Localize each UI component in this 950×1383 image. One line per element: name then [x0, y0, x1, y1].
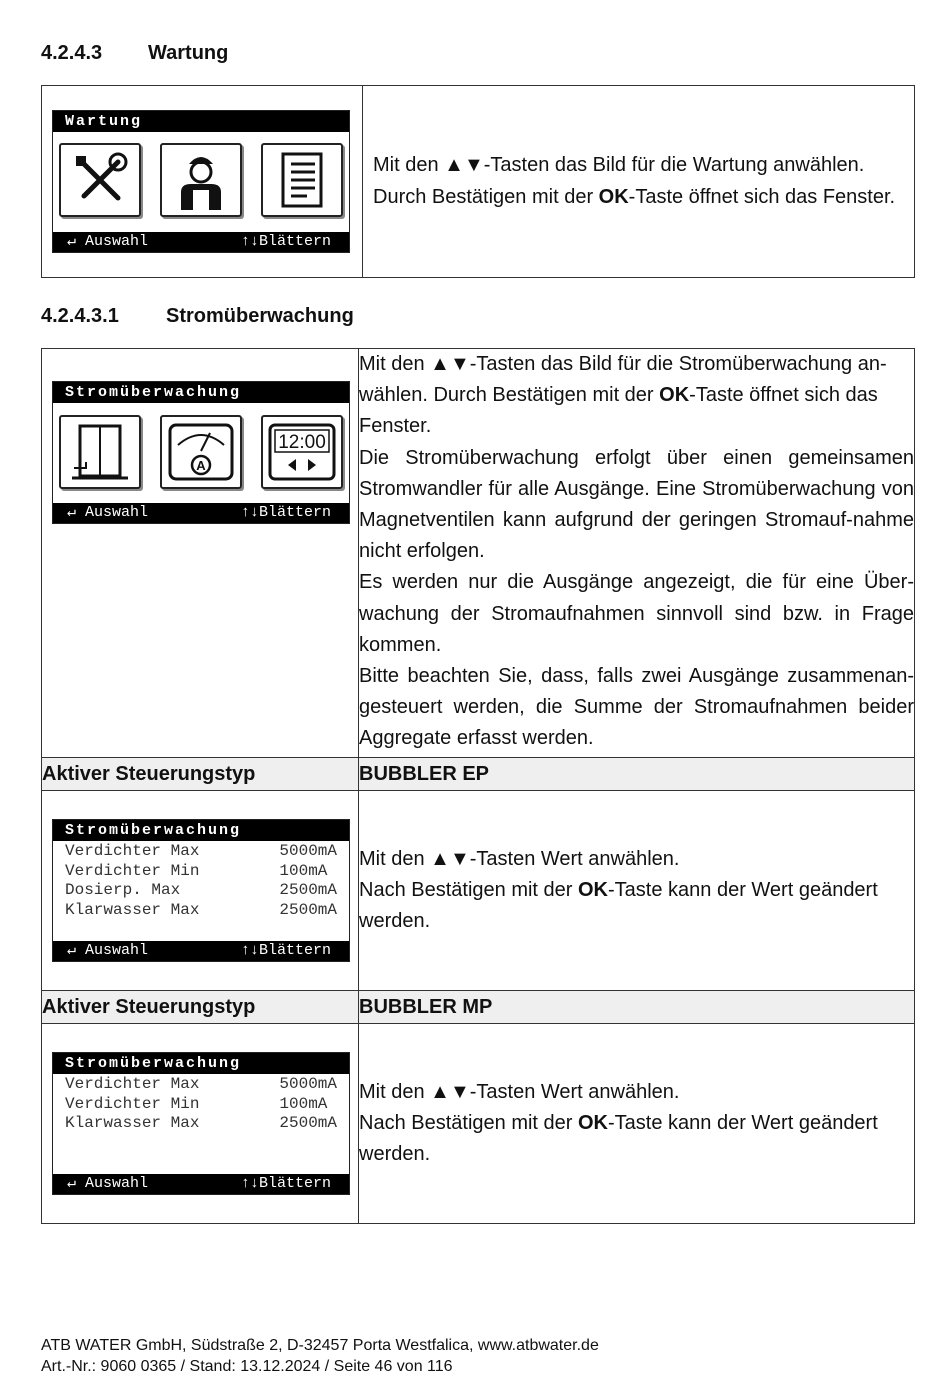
lcd-row: Verdichter Min 100mA: [65, 861, 337, 880]
ep-line-2: Nach Bestätigen mit der OK-Taste kann der Wert geändert: [359, 878, 878, 901]
section-number: 4.2.4.3.1: [41, 305, 119, 327]
strom-paragraph-3: Es werden nur die Ausgänge angezeigt, die für eine Über-wachung der Stromaufnahmen sinnvoll sind bzw. in Frage kommen.: [359, 571, 914, 656]
footer-address: ATB WATER GmbH, Südstraße 2, D-32457 Porta Westfalica, www.atbwater.de: [41, 1337, 599, 1354]
mp-label: Aktiver Steuerungstyp: [42, 991, 359, 1024]
strom-line-2: wählen. Durch Bestätigen mit der OK-Taste öffnet sich das: [359, 384, 878, 407]
wartung-line-1: Mit den ▲▼-Tasten das Bild für die Wartung anwählen.: [373, 154, 865, 177]
lcd-footer: [53, 503, 349, 523]
footer-left: ↵ Auswahl: [67, 942, 149, 959]
wartung-line-2: Durch Bestätigen mit der OK-Taste öffnet sich das Fenster.: [373, 185, 896, 208]
ep-label: Aktiver Steuerungstyp: [42, 758, 359, 791]
strom-line-1: Mit den ▲▼-Tasten das Bild für die Stromüberwachung an-: [359, 353, 887, 375]
lcd-mp: [52, 1052, 350, 1195]
lcd-title: Stromüberwachung: [53, 820, 349, 841]
document-icon: [261, 143, 343, 217]
ep-line-1: Mit den ▲▼-Tasten Wert anwählen.: [359, 847, 680, 870]
door-icon: [59, 415, 141, 489]
clock-icon: [261, 415, 343, 489]
section-heading-wartung: [41, 42, 228, 65]
section-title: Wartung: [148, 42, 229, 64]
footer-right: ↑↓Blättern: [240, 233, 331, 250]
page-footer: [41, 1335, 599, 1377]
mp-value: BUBBLER MP: [359, 991, 915, 1024]
ep-value: BUBBLER EP: [359, 758, 915, 791]
lcd-footer: [53, 1174, 349, 1194]
lcd-row: Klarwasser Max 2500mA: [65, 900, 337, 919]
footer-left: ↵ Auswahl: [67, 233, 149, 250]
lcd-row: Dosierp. Max 2500mA: [65, 881, 337, 899]
footer-right: ↑↓Blättern: [240, 504, 331, 521]
strom-paragraph-4: Bitte beachten Sie, dass, falls zwei Ausgänge zusammenan-gesteuert werden, die Summe der Stromaufnahmen beider Aggregate erfasst werden.: [359, 665, 914, 750]
section-heading-strom: [41, 305, 354, 328]
section-number: 4.2.4.3: [41, 42, 103, 64]
footer-article: Art.-Nr.: 9060 0365 / Stand: 13.12.2024 / Seite 46 von 116: [41, 1358, 453, 1375]
lcd-title: Stromüberwachung: [53, 1053, 349, 1074]
lcd-footer: [53, 941, 349, 961]
lcd-row: Verdichter Min 100mA: [65, 1094, 337, 1113]
svg-text:12:00: 12:00: [278, 432, 326, 453]
strom-line-3: Fenster.: [359, 415, 432, 438]
lcd-row: Klarwasser Max 2500mA: [65, 1114, 337, 1132]
mp-line-2: Nach Bestätigen mit der OK-Taste kann der Wert geändert: [359, 1111, 878, 1134]
wartung-table: [41, 85, 915, 278]
footer-left: ↵ Auswahl: [67, 504, 149, 521]
lcd-footer: [53, 232, 349, 252]
footer-left: ↵ Auswahl: [67, 1175, 149, 1192]
lcd-title: Stromüberwachung: [53, 382, 349, 403]
lcd-title: Wartung: [53, 111, 349, 132]
mp-line-1: Mit den ▲▼-Tasten Wert anwählen.: [359, 1080, 680, 1103]
lcd-ep: [52, 819, 350, 962]
lcd-row: Verdichter Max 5000mA: [65, 1075, 337, 1093]
ammeter-icon: [160, 415, 242, 489]
footer-right: ↑↓Blättern: [240, 942, 331, 959]
technician-icon: [160, 143, 242, 217]
mp-line-3: werden.: [359, 1143, 431, 1166]
svg-text:A: A: [196, 458, 206, 473]
footer-right: ↑↓Blättern: [240, 1175, 331, 1192]
lcd-wartung: [52, 110, 350, 253]
lcd-row: Verdichter Max 5000mA: [65, 842, 337, 860]
strom-table: [41, 348, 915, 1224]
lcd-strom: [52, 381, 350, 524]
strom-paragraph-2: Die Stromüberwachung erfolgt über einen gemeinsamen Stromwandler für alle Ausgänge. Eine Stromüberwachung von Magnetventilen kann aufgrund der geringen Stromauf-nahme nicht erfolgen.: [359, 446, 914, 563]
ep-line-3: werden.: [359, 910, 431, 933]
tools-icon: [59, 143, 141, 217]
section-title: Stromüberwachung: [166, 305, 354, 327]
